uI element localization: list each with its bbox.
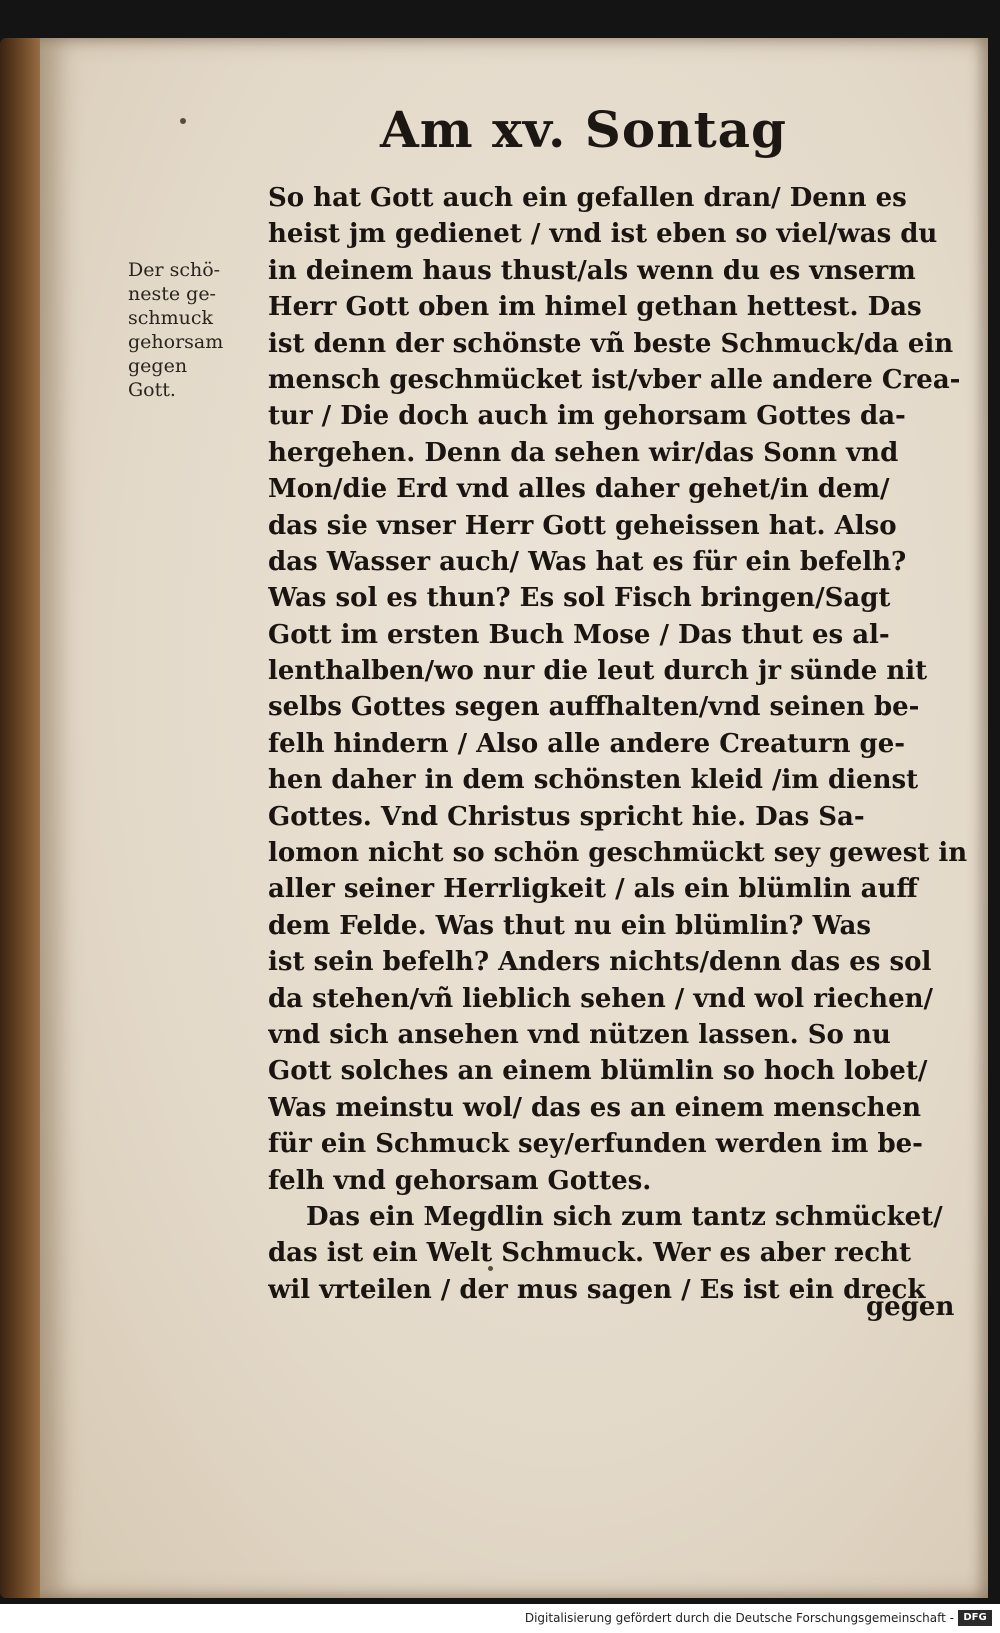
margin-note-line: neste ge- [128,283,216,305]
text-line: Gott solches an einem blümlin so hoch lobet/ [268,1056,928,1087]
footer-bar [0,1604,1000,1633]
text-line: Was sol es thun? Es sol Fisch bringen/Sagt [268,583,891,614]
margin-note [128,258,258,402]
margin-note-line: Gott. [128,379,176,401]
margin-note-line: gehorsam [128,331,224,353]
text-line: aller seiner Herrligkeit / als ein blümlin auff [268,874,918,905]
dfg-logo: DFG [958,1610,992,1626]
text-line: ist denn der schönste vñ beste Schmuck/da ein [268,328,954,359]
margin-note-line: schmuck [128,307,214,329]
text-line: mensch geschmücket ist/vber alle andere Crea- [268,364,961,395]
text-line: da stehen/vñ lieblich sehen / vnd wol riechen/ [268,983,934,1014]
text-line: heist jm gedienet / vnd ist eben so viel/was du [268,219,938,250]
text-line: Gottes. Vnd Christus spricht hie. Das Sa- [268,801,865,832]
text-line: tur / Die doch auch im gehorsam Gottes da- [268,401,906,432]
text-line: ist sein befelh? Anders nichts/denn das es sol [268,947,932,978]
body-text [268,180,968,1308]
text-line: das ist ein Welt Schmuck. Wer es aber recht [268,1238,912,1269]
text-line: Das ein Megdlin sich zum tantz schmücket/ [306,1201,943,1232]
text-line: das Wasser auch/ Was hat es für ein befelh? [268,546,907,577]
text-line: dem Felde. Was thut nu ein blümlin? Was [268,910,871,941]
text-line: So hat Gott auch ein gefallen dran/ Denn es [268,183,907,213]
text-line: selbs Gottes segen auffhalten/vnd seinen be- [268,692,920,723]
text-line: Was meinstu wol/ das es an einem menschen [268,1092,922,1123]
text-line: felh hindern / Also alle andere Creaturn ge- [268,728,906,759]
text-line: das sie vnser Herr Gott geheissen hat. Also [268,510,897,541]
catchword: gegen [866,1292,955,1322]
text-line: in deinem haus thust/als wenn du es vnserm [268,255,916,286]
text-line: vnd sich ansehen vnd nützen lassen. So nu [268,1019,891,1050]
text-line: wil vrteilen / der mus sagen / Es ist ein dreck [268,1274,926,1305]
text-line: Mon/die Erd vnd alles daher gehet/in dem/ [268,474,890,505]
margin-note-line: Der schö- [128,259,221,281]
margin-note-line: gegen [128,355,188,377]
text-line: Herr Gott oben im himel gethan hettest. Das [268,292,922,323]
funding-notice: Digitalisierung gefördert durch die Deutsche Forschungsgemeinschaft - [524,1611,954,1625]
text-line: Gott im ersten Buch Mose / Das thut es al- [268,619,890,650]
paper-speck [180,118,186,124]
text-line: lenthalben/wo nur die leut durch jr sünde nit [268,656,928,687]
text-line: hergehen. Denn da sehen wir/das Sonn vnd [268,437,899,468]
text-line: für ein Schmuck sey/erfunden werden im be- [268,1129,923,1160]
text-line: lomon nicht so schön geschmückt sey gewest in [268,838,968,869]
running-header: Am xv. Sontag [380,100,788,159]
text-line: hen daher in dem schönsten kleid /im dienst [268,765,919,796]
text-line: felh vnd gehorsam Gottes. [268,1165,652,1196]
